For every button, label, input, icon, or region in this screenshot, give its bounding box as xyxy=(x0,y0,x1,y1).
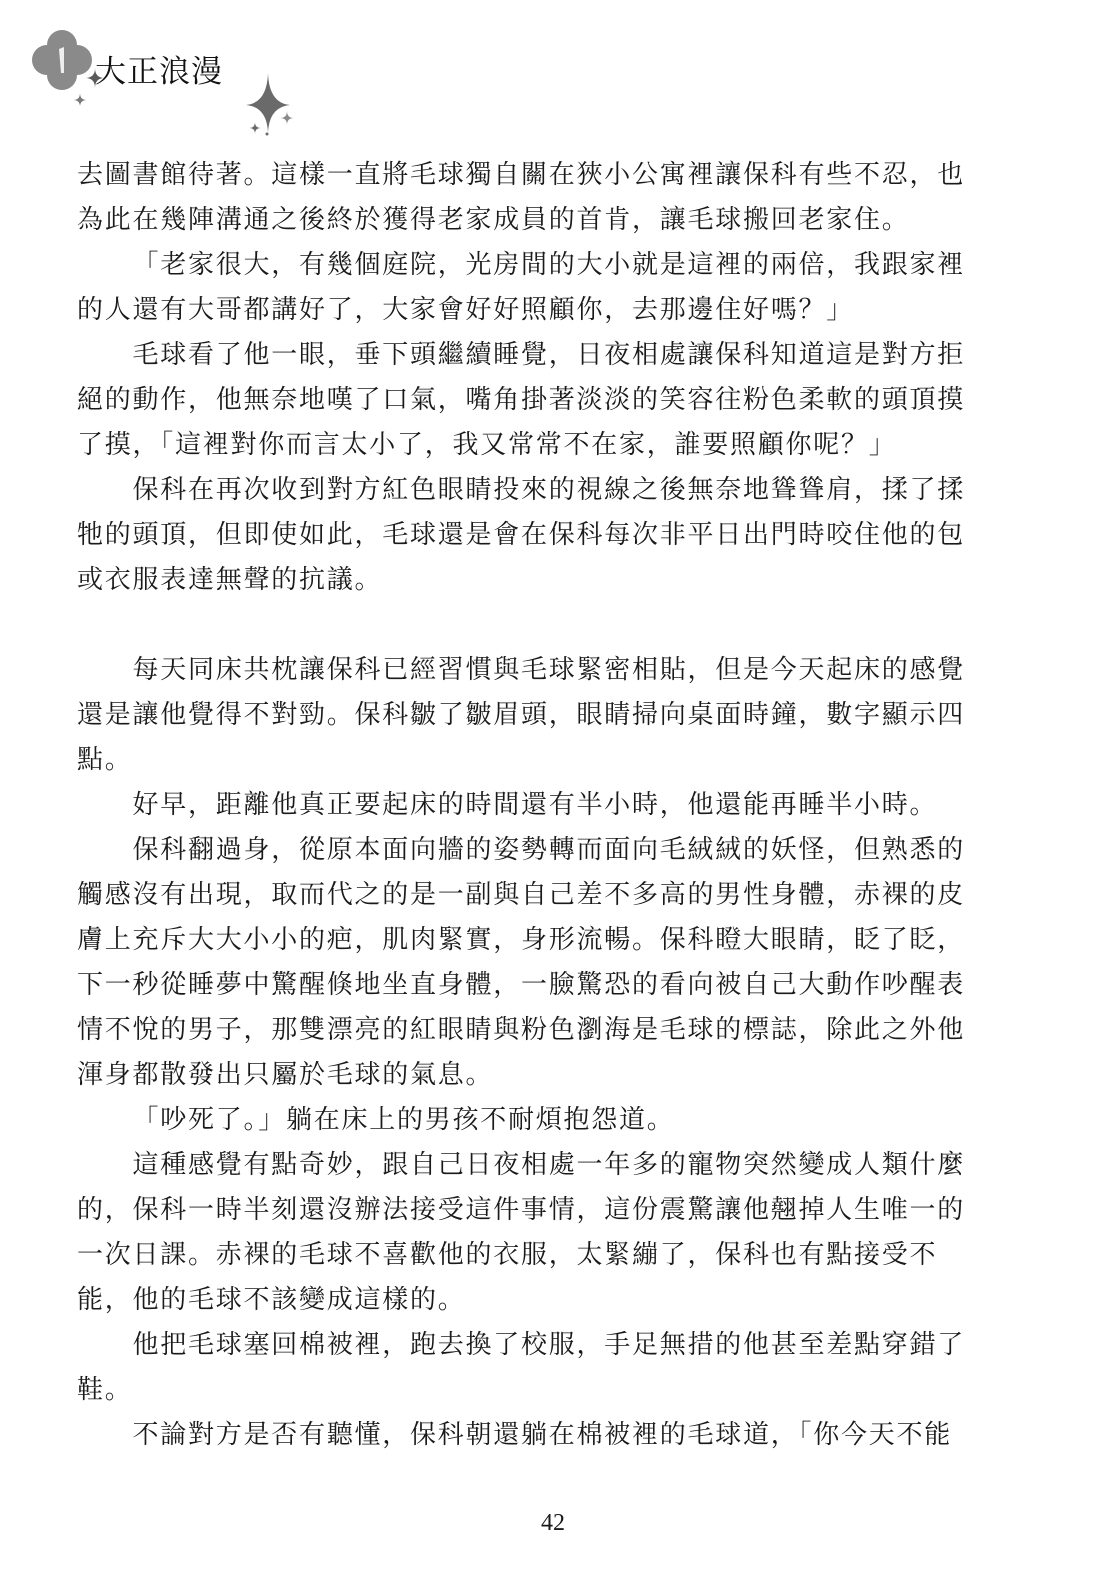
text-line: 一次日課。赤裸的毛球不喜歡他的衣服，太緊繃了，保科也有點接受不 xyxy=(77,1240,938,1270)
text-line: 鞋。 xyxy=(77,1375,133,1405)
text-line: 或衣服表達無聲的抗議。 xyxy=(77,565,383,595)
section xyxy=(77,648,977,1458)
section-break xyxy=(77,603,977,648)
text-line: 每天同床共枕讓保科已經習慣與毛球緊密相貼，但是今天起床的感覺 xyxy=(132,655,966,685)
text-line: 下一秒從睡夢中驚醒倏地坐直身體，一臉驚恐的看向被自己大動作吵醒表 xyxy=(77,970,966,1000)
small-star-icon xyxy=(73,93,87,107)
text-line: 膚上充斥大大小小的疤，肌肉緊實，身形流暢。保科瞪大眼睛，眨了眨， xyxy=(77,925,966,955)
text-line: 的人還有大哥都講好了，大家會好好照顧你，去那邊住好嗎？」 xyxy=(77,295,855,325)
paragraph xyxy=(77,333,977,468)
paragraph xyxy=(77,243,977,333)
text-line: 去圖書館待著。這樣一直將毛球獨自關在狹小公寓裡讓保科有些不忍，也 xyxy=(77,160,966,190)
text-line: 毛球看了他一眼，垂下頭繼續睡覺，日夜相處讓保科知道這是對方拒 xyxy=(132,340,966,370)
text-line: 還是讓他覺得不對勁。保科皺了皺眉頭，眼睛掃向桌面時鐘，數字顯示四 xyxy=(77,700,966,730)
text-line: 點。 xyxy=(77,745,133,775)
text-line: 了摸，「這裡對你而言太小了，我又常常不在家，誰要照顧你呢？」 xyxy=(77,430,897,460)
paragraph xyxy=(77,1413,977,1458)
body-text xyxy=(77,153,977,1458)
text-line: 能，他的毛球不該變成這樣的。 xyxy=(77,1285,466,1315)
flower-icon xyxy=(32,30,92,90)
text-line: 為此在幾陣溝通之後終於獲得老家成員的首肯，讓毛球搬回老家住。 xyxy=(77,205,910,235)
paragraph xyxy=(77,828,977,1098)
text-line: 「吵死了。」躺在床上的男孩不耐煩抱怨道。 xyxy=(132,1105,675,1135)
text-line: 情不悅的男子，那雙漂亮的紅眼睛與粉色瀏海是毛球的標誌，除此之外他 xyxy=(77,1015,966,1045)
text-line: 渾身都散發出只屬於毛球的氣息。 xyxy=(77,1060,494,1090)
paragraph xyxy=(77,468,977,603)
page-number: 42 xyxy=(541,1510,565,1536)
text-line: 觸感沒有出現，取而代之的是一副與自己差不多高的男性身體，赤裸的皮 xyxy=(77,880,966,910)
small-star-icon xyxy=(280,111,294,125)
paragraph xyxy=(77,153,977,243)
paragraph xyxy=(77,1323,977,1413)
paragraph xyxy=(77,648,977,783)
small-star-icon xyxy=(249,122,261,134)
text-line: 不論對方是否有聽懂，保科朝還躺在棉被裡的毛球道，「你今天不能 xyxy=(132,1420,953,1450)
section xyxy=(77,153,977,603)
text-line: 他把毛球塞回棉被裡，跑去換了校服，手足無措的他甚至差點穿錯了 xyxy=(132,1330,966,1360)
paragraph xyxy=(77,1143,977,1323)
sparkle-star-icon xyxy=(246,73,290,133)
text-line: 「老家很大，有幾個庭院，光房間的大小就是這裡的兩倍，我跟家裡 xyxy=(132,250,966,280)
text-line: 好早，距離他真正要起床的時間還有半小時，他還能再睡半小時。 xyxy=(132,790,938,820)
paragraph xyxy=(77,783,977,828)
text-line: 這種感覺有點奇妙，跟自己日夜相處一年多的寵物突然變成人類什麼 xyxy=(132,1150,966,1180)
text-line: 絕的動作，他無奈地嘆了口氣，嘴角掛著淡淡的笑容往粉色柔軟的頭頂摸 xyxy=(77,385,966,415)
small-dot-icon xyxy=(266,133,269,136)
text-line: 保科在再次收到對方紅色眼睛投來的視線之後無奈地聳聳肩，揉了揉 xyxy=(132,475,966,505)
text-line: 的，保科一時半刻還沒辦法接受這件事情，這份震驚讓他翹掉人生唯一的 xyxy=(77,1195,966,1225)
running-header-title: 大正浪漫 xyxy=(95,54,223,90)
text-line: 牠的頭頂，但即使如此，毛球還是會在保科每次非平日出門時咬住他的包 xyxy=(77,520,966,550)
paragraph xyxy=(77,1098,977,1143)
text-line: 保科翻過身，從原本面向牆的姿勢轉而面向毛絨絨的妖怪，但熟悉的 xyxy=(132,835,966,865)
